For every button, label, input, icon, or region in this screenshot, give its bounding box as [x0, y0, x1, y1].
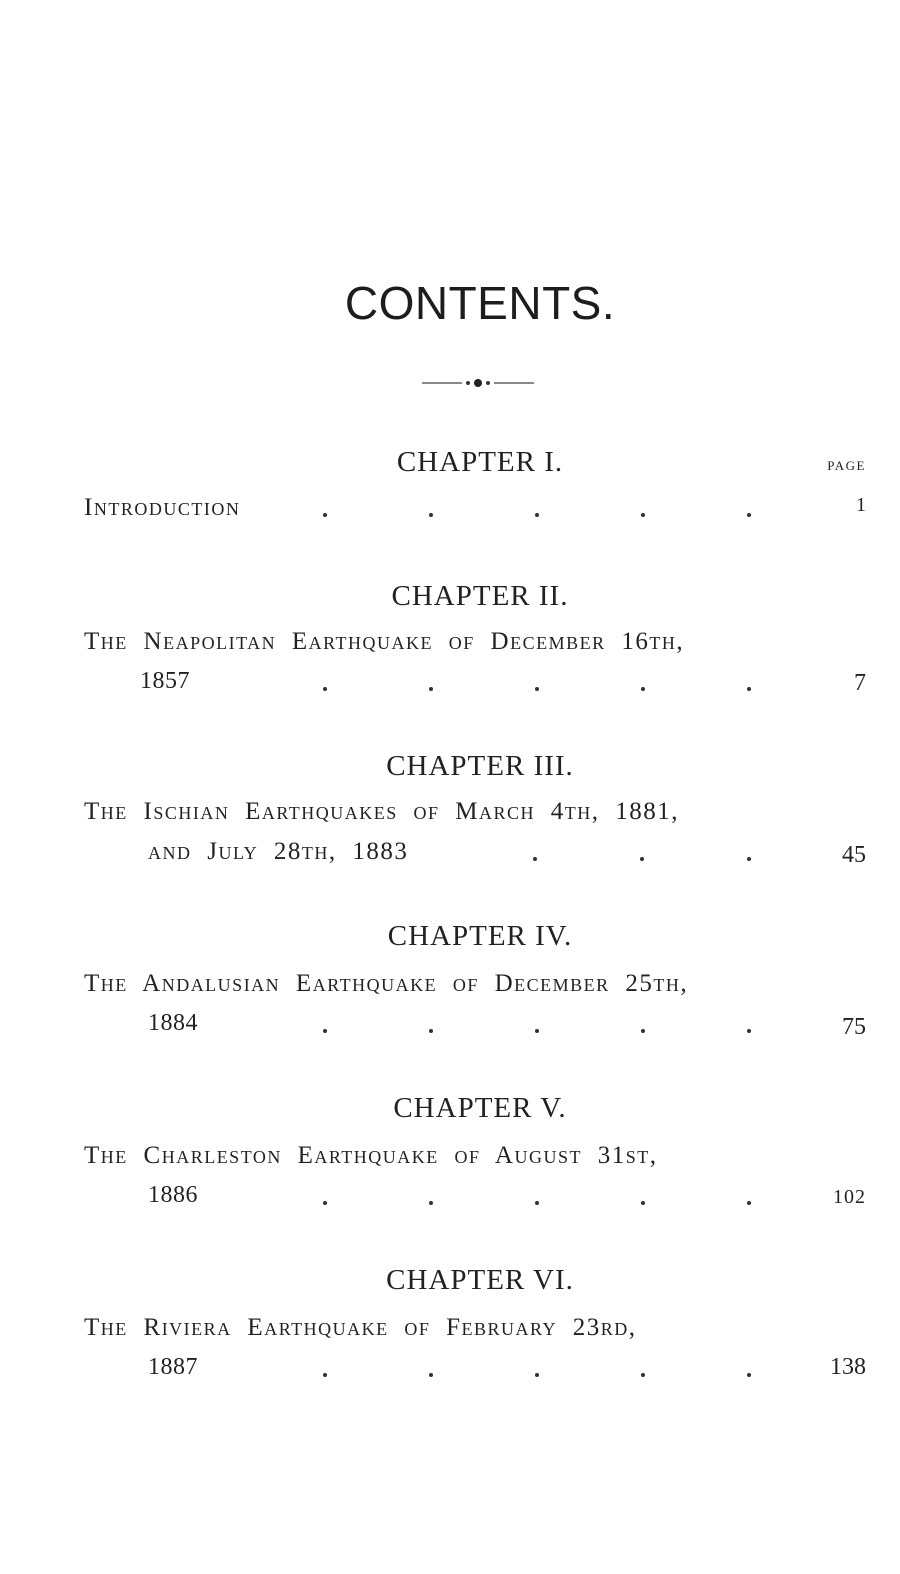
chapter-title: The Charleston Earthquake of August 31st,: [84, 1142, 658, 1169]
dot-leader: [270, 1370, 800, 1380]
leader-dot: [323, 1373, 327, 1377]
chapter-title: The Ischian Earthquakes of March 4th, 1881,: [84, 798, 680, 825]
leader-dot: [535, 1373, 539, 1377]
leader-dot: [533, 857, 537, 861]
chapter-title-continued: 1857: [140, 668, 190, 694]
leader-dot: [429, 1029, 433, 1033]
page-column-label: PAGE: [827, 458, 866, 473]
leader-dot: [747, 857, 751, 861]
dot-leader: [270, 1198, 800, 1208]
leader-dot: [535, 513, 539, 517]
chapter-heading: CHAPTER V.: [393, 1092, 567, 1124]
chapter-heading: CHAPTER I.: [396, 446, 564, 478]
chapter-heading: CHAPTER IV.: [387, 920, 573, 952]
page-number: 45: [842, 842, 866, 868]
leader-dot: [641, 1373, 645, 1377]
leader-dot: [429, 1373, 433, 1377]
page-title: CONTENTS.: [344, 277, 616, 329]
leader-dot: [641, 687, 645, 691]
chapter-title: The Neapolitan Earthquake of December 16th,: [84, 628, 685, 655]
leader-dot: [640, 857, 644, 861]
leader-dot: [641, 513, 645, 517]
page-number: 7: [854, 670, 866, 696]
leader-dot: [535, 1201, 539, 1205]
chapter-title-continued: 1886: [148, 1182, 198, 1208]
leader-dot: [747, 1201, 751, 1205]
page-number: 75: [842, 1014, 866, 1040]
leader-dot: [747, 513, 751, 517]
leader-dot: [747, 687, 751, 691]
leader-dot: [641, 1201, 645, 1205]
dot-leader: [270, 1026, 800, 1036]
dot-leader: [480, 854, 800, 864]
leader-dot: [747, 1029, 751, 1033]
leader-dot: [535, 1029, 539, 1033]
leader-dot: [323, 687, 327, 691]
leader-dot: [323, 513, 327, 517]
leader-dot: [535, 687, 539, 691]
chapter-heading: CHAPTER III.: [386, 750, 574, 782]
leader-dot: [429, 687, 433, 691]
leader-dot: [429, 513, 433, 517]
page-number: 102: [833, 1186, 866, 1208]
dot-leader: [270, 684, 800, 694]
chapter-title-continued: 1887: [148, 1354, 198, 1380]
chapter-heading: CHAPTER II.: [391, 580, 569, 612]
chapter-title: The Andalusian Earthquake of December 25th,: [84, 970, 689, 997]
chapter-title-continued: 1884: [148, 1010, 198, 1036]
chapter-title-continued: and July 28th, 1883: [148, 838, 409, 865]
leader-dot: [323, 1201, 327, 1205]
ornament-divider-icon: [418, 372, 538, 394]
chapter-title: The Riviera Earthquake of February 23rd,: [84, 1314, 637, 1341]
leader-dot: [747, 1373, 751, 1377]
chapter-title: Introduction: [84, 494, 241, 521]
page-number: 138: [830, 1354, 866, 1380]
leader-dot: [323, 1029, 327, 1033]
page-number: 1: [856, 494, 866, 516]
dot-leader: [270, 510, 800, 520]
leader-dot: [429, 1201, 433, 1205]
chapter-heading: CHAPTER VI.: [386, 1264, 574, 1296]
leader-dot: [641, 1029, 645, 1033]
